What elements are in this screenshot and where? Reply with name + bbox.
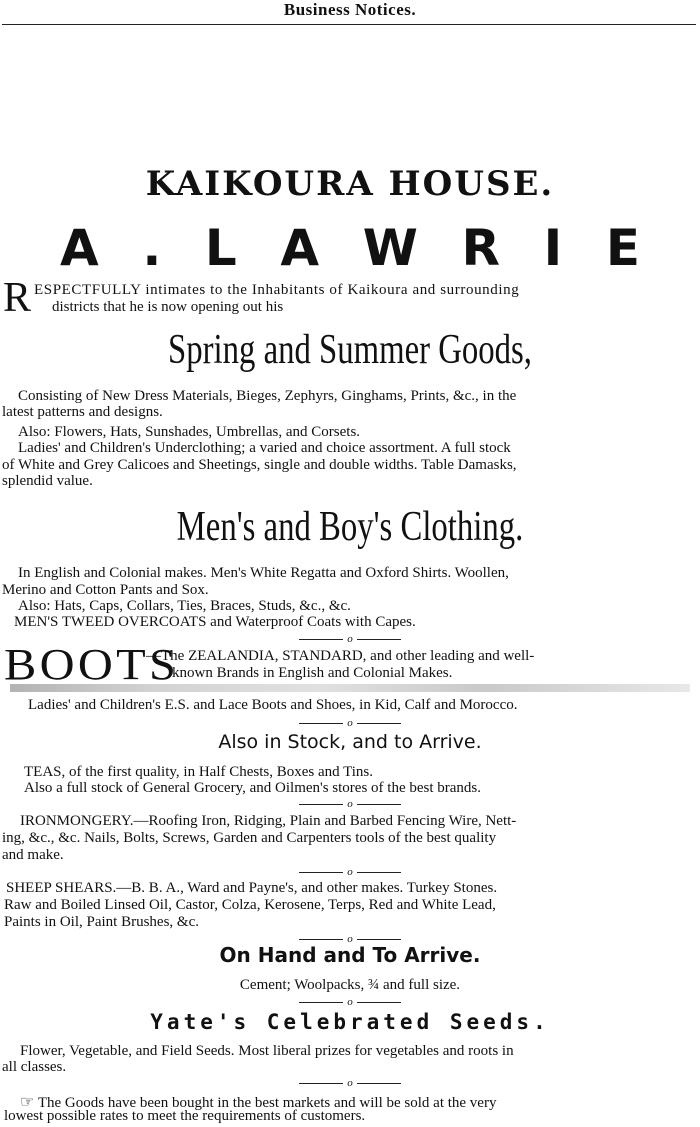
boots-line: —The ZEALANDIA, STANDARD, and other leading and well- <box>146 648 535 664</box>
stock-line: Also a full stock of General Grocery, and Oilmen's stores of the best brands. <box>24 780 482 796</box>
intro-line: ESPECTFULLY intimates to the Inhabitants of Kaikoura and surrounding <box>34 282 520 298</box>
boots-line: known Brands in English and Colonial Makes. <box>172 665 453 681</box>
intro-line: districts that he is now opening out his <box>52 299 284 315</box>
seeds-line: all classes. <box>2 1059 67 1075</box>
clothing-line: MEN'S TWEED OVERCOATS and Waterproof Coats with Capes. <box>14 614 416 630</box>
section-divider: o <box>0 1078 700 1089</box>
clothing-line: Merino and Cotton Pants and Sox. <box>2 582 209 598</box>
seeds-heading: Yate's Celebrated Seeds. <box>150 1010 550 1034</box>
spring-line: Consisting of New Dress Materials, Bieges, Zephyrs, Ginghams, Prints, &c., in the <box>18 388 517 404</box>
boots-line: Ladies' and Children's E.S. and Lace Boots and Shoes, in Kid, Calf and Morocco. <box>28 697 518 713</box>
section-divider: o <box>0 799 700 810</box>
seeds-line: Flower, Vegetable, and Field Seeds. Most liberal prizes for vegetables and roots in <box>20 1043 514 1059</box>
spring-line: Also: Flowers, Hats, Sunshades, Umbrellas, and Corsets. <box>18 424 361 440</box>
section-divider: o <box>0 997 700 1008</box>
proprietor-letter: W <box>362 219 418 277</box>
stock-line: TEAS, of the first quality, in Half Chests, Boxes and Tins. <box>24 764 374 780</box>
shears-line: Raw and Boiled Linsed Oil, Castor, Colza, Kerosene, Terps, Red and White Lead, <box>4 897 496 913</box>
print-smudge <box>10 684 690 692</box>
section-divider: o <box>0 867 700 878</box>
section-divider: o <box>0 718 700 729</box>
stock-heading: Also in Stock, and to Arrive. <box>218 731 482 753</box>
proprietor-letter: A <box>280 219 320 277</box>
spring-heading: Spring and Summer Goods, <box>168 327 532 373</box>
on-hand-line: Cement; Woolpacks, ¾ and full size. <box>239 977 461 993</box>
ironmongery-line: IRONMONGERY.—Roofing Iron, Ridging, Plain and Barbed Fencing Wire, Nett- <box>20 813 517 829</box>
ironmongery-line: and make. <box>2 847 64 863</box>
shears-line: Paints in Oil, Paint Brushes, &c. <box>4 914 199 930</box>
proprietor-letter: R <box>461 219 500 277</box>
proprietor-name <box>60 219 640 277</box>
closing-line: lowest possible rates to meet the requirements of customers. <box>4 1108 366 1124</box>
proprietor-letter: A <box>60 219 99 277</box>
ironmongery-line: ing, &c., &c. Nails, Bolts, Screws, Garden and Carpenters tools of the best quality <box>2 830 497 846</box>
pointing-hand-icon: ☞ <box>20 1094 35 1111</box>
proprietor-letter: I <box>543 219 563 277</box>
store-name: KAIKOURA HOUSE. <box>145 164 555 204</box>
spring-line: latest patterns and designs. <box>2 404 163 420</box>
on-hand-heading: On Hand and To Arrive. <box>219 943 481 967</box>
spring-line: splendid value. <box>2 473 93 489</box>
proprietor-letter: . <box>142 219 162 277</box>
clothing-line: In English and Colonial makes. Men's White Regatta and Oxford Shirts. Woollen, <box>18 565 509 581</box>
drop-cap: R <box>3 275 32 321</box>
spring-line: Ladies' and Children's Underclothing; a varied and choice assortment. A full stock <box>18 440 511 456</box>
boots-heading: BOOTS <box>4 640 180 689</box>
section-divider: o <box>0 634 700 645</box>
section-divider: o <box>0 934 700 945</box>
clothing-heading: Men's and Boy's Clothing. <box>176 504 524 550</box>
clothing-line: Also: Hats, Caps, Collars, Ties, Braces, Studs, &c., &c. <box>18 598 351 614</box>
proprietor-letter: E <box>605 219 640 277</box>
header-rule <box>2 24 696 25</box>
section-header: Business Notices. <box>283 0 417 19</box>
shears-line: SHEEP SHEARS.—B. B. A., Ward and Payne's, and other makes. Turkey Stones. <box>6 880 498 896</box>
proprietor-letter: L <box>204 219 237 277</box>
closing-text: The Goods have been bought in the best markets and will be sold at the very <box>37 1095 497 1111</box>
spring-line: of White and Grey Calicoes and Sheetings, single and double widths. Table Damasks, <box>2 457 517 473</box>
